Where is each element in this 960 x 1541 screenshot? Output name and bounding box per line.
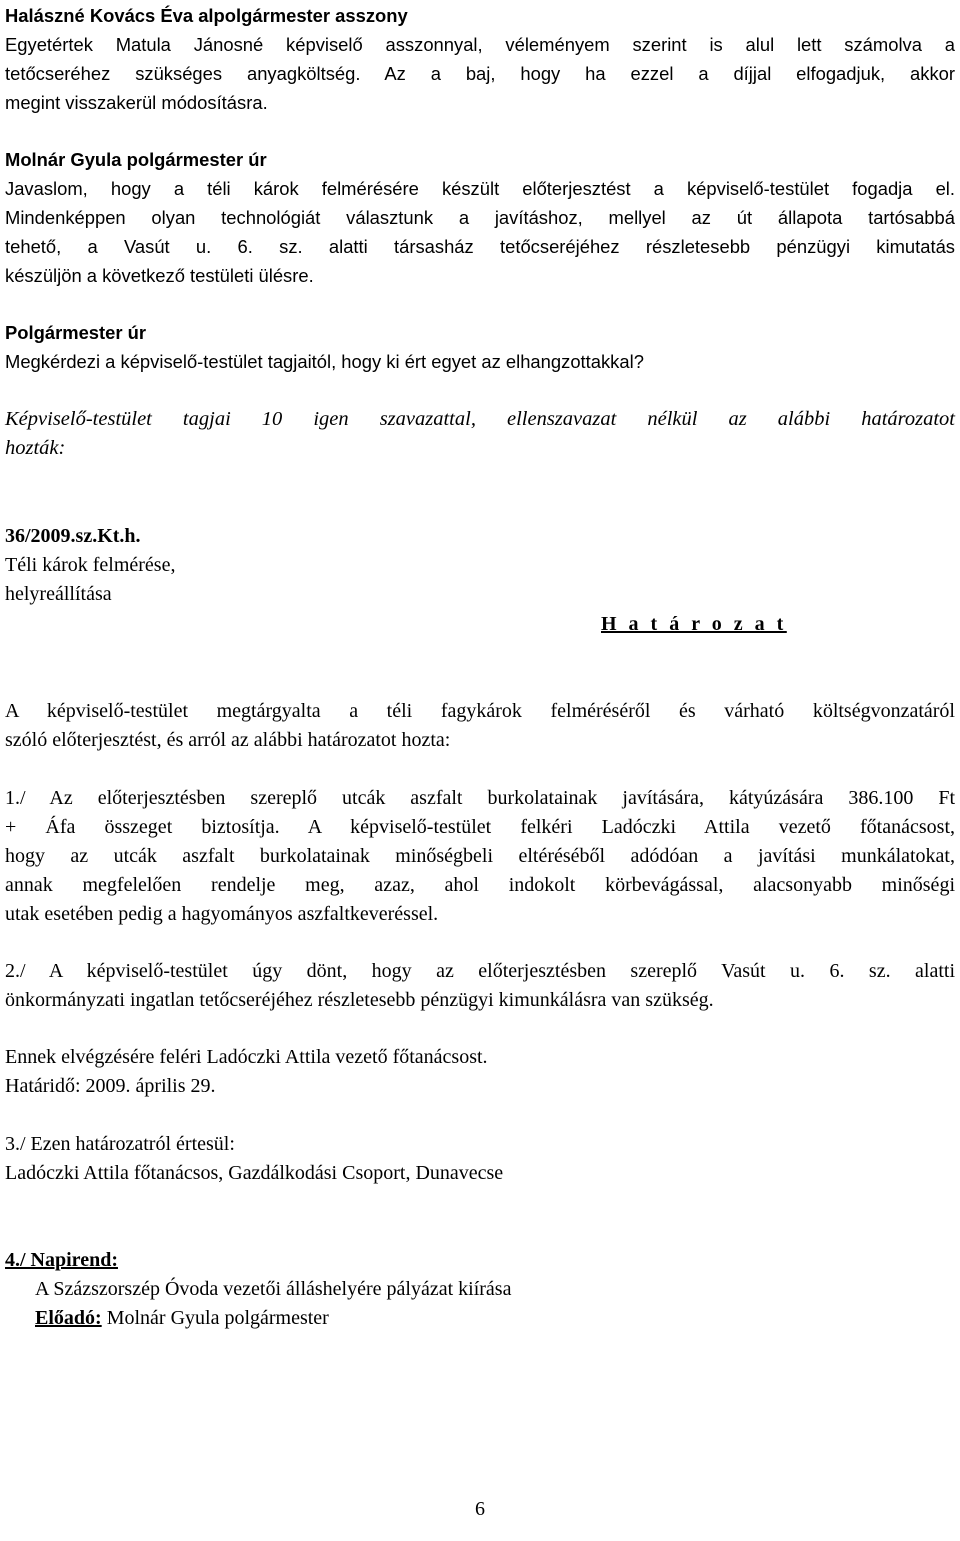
resolution-subject: helyreállítása — [5, 583, 112, 605]
notified-parties: Ladóczki Attila főtanácsos, Gazdálkodási Csoport, Dunavecse — [5, 1162, 504, 1184]
vote-line: Képviselő-testület tagjai 10 igen szavazattal, ellenszavazat nélkül az alábbi határozatot — [5, 408, 955, 430]
speech-line: Mindenképpen olyan technológiát választunk a javításhoz, mellyel az út állapota tartósabbá — [5, 207, 955, 228]
resolution-point-1 — [5, 784, 955, 929]
speech-vice-mayor — [5, 1, 955, 117]
presenter-name: Molnár Gyula polgármester — [101, 1307, 329, 1329]
agenda-item-4 — [5, 1246, 955, 1333]
agenda-presenter-line — [5, 1304, 955, 1333]
speaker-name: Halászné Kovács Éva alpolgármester asszony — [5, 5, 408, 26]
point-line: hogy az utcák aszfalt burkolatainak minőségbeli eltéréséből adódóan a javítási munkálatokat, — [5, 845, 955, 867]
resolution-header — [5, 522, 955, 609]
point-line: 2./ A képviselő-testület úgy dönt, hogy az előterjesztésben szereplő Vasút u. 6. sz. alatti — [5, 960, 955, 982]
point-line: 1./ Az előterjesztésben szereplő utcák aszfalt burkolatainak javítására, kátyúzására 386.100 Ft — [5, 787, 955, 809]
intro-line: A képviselő-testület megtárgyalta a téli fagykárok felméréséről és várható költségvonzatáról — [5, 700, 955, 722]
speech-line: megint visszakerül módosításra. — [5, 92, 268, 113]
point-line: annak megfelelően rendelje meg, azaz, ahol indokolt körbevágással, alacsonyabb minőségi — [5, 874, 955, 896]
speech-mayor-question — [5, 318, 955, 376]
resolution-intro — [5, 697, 955, 755]
speech-line: tetőcseréhez szükséges anyagköltség. Az a baj, hogy ha ezzel a díjjal elfogadjuk, akkor — [5, 63, 955, 84]
agenda-label: 4./ Napirend: — [5, 1249, 118, 1271]
point-line: önkormányzati ingatlan tetőcseréjéhez részletesebb pénzügyi kimunkálásra van szükség. — [5, 989, 714, 1011]
resolution-heading: H a t á r o z a t — [601, 613, 787, 635]
page-number: 6 — [475, 1498, 485, 1520]
point-line: 3./ Ezen határozatról értesül: — [5, 1133, 235, 1155]
speaker-name: Polgármester úr — [5, 322, 147, 343]
presenter-label: Előadó: — [35, 1307, 102, 1329]
speaker-name: Molnár Gyula polgármester úr — [5, 149, 267, 170]
resolution-point-2 — [5, 957, 955, 1015]
speech-line: készüljön a következő testületi ülésre. — [5, 265, 314, 286]
vote-line: hozták: — [5, 437, 66, 459]
point-line: + Áfa összeget biztosítja. A képviselő-testület felkéri Ladóczki Attila vezető főtanácsost, — [5, 816, 955, 838]
resolution-task — [5, 1043, 955, 1101]
deadline: Határidő: 2009. április 29. — [5, 1075, 216, 1097]
vote-result — [5, 405, 955, 463]
resolution-point-3 — [5, 1130, 955, 1188]
task-line: Ennek elvégzésére feléri Ladóczki Attila vezető főtanácsost. — [5, 1046, 488, 1068]
speech-line: Javaslom, hogy a téli károk felmérésére készült előterjesztést a képviselő-testület fogadja el. — [5, 178, 955, 199]
agenda-title: A Százszorszép Óvoda vezetői álláshelyére pályázat kiírása — [35, 1278, 512, 1300]
speech-line: tehető, a Vasút u. 6. sz. alatti társasház tetőcseréjéhez részletesebb pénzügyi kimutatás — [5, 236, 955, 257]
resolution-subject: Téli károk felmérése, — [5, 554, 176, 576]
speech-line: Egyetértek Matula Jánosné képviselő asszonnyal, véleményem szerint is alul lett számolva a — [5, 34, 955, 55]
intro-line: szóló előterjesztést, és arról az alábbi határozatot hozta: — [5, 729, 451, 751]
speech-line: Megkérdezi a képviselő-testület tagjaitól, hogy ki ért egyet az elhangzottakkal? — [5, 351, 644, 372]
point-line: utak esetében pedig a hagyományos aszfaltkeveréssel. — [5, 903, 439, 925]
speech-mayor — [5, 145, 955, 290]
resolution-number: 36/2009.sz.Kt.h. — [5, 525, 141, 547]
